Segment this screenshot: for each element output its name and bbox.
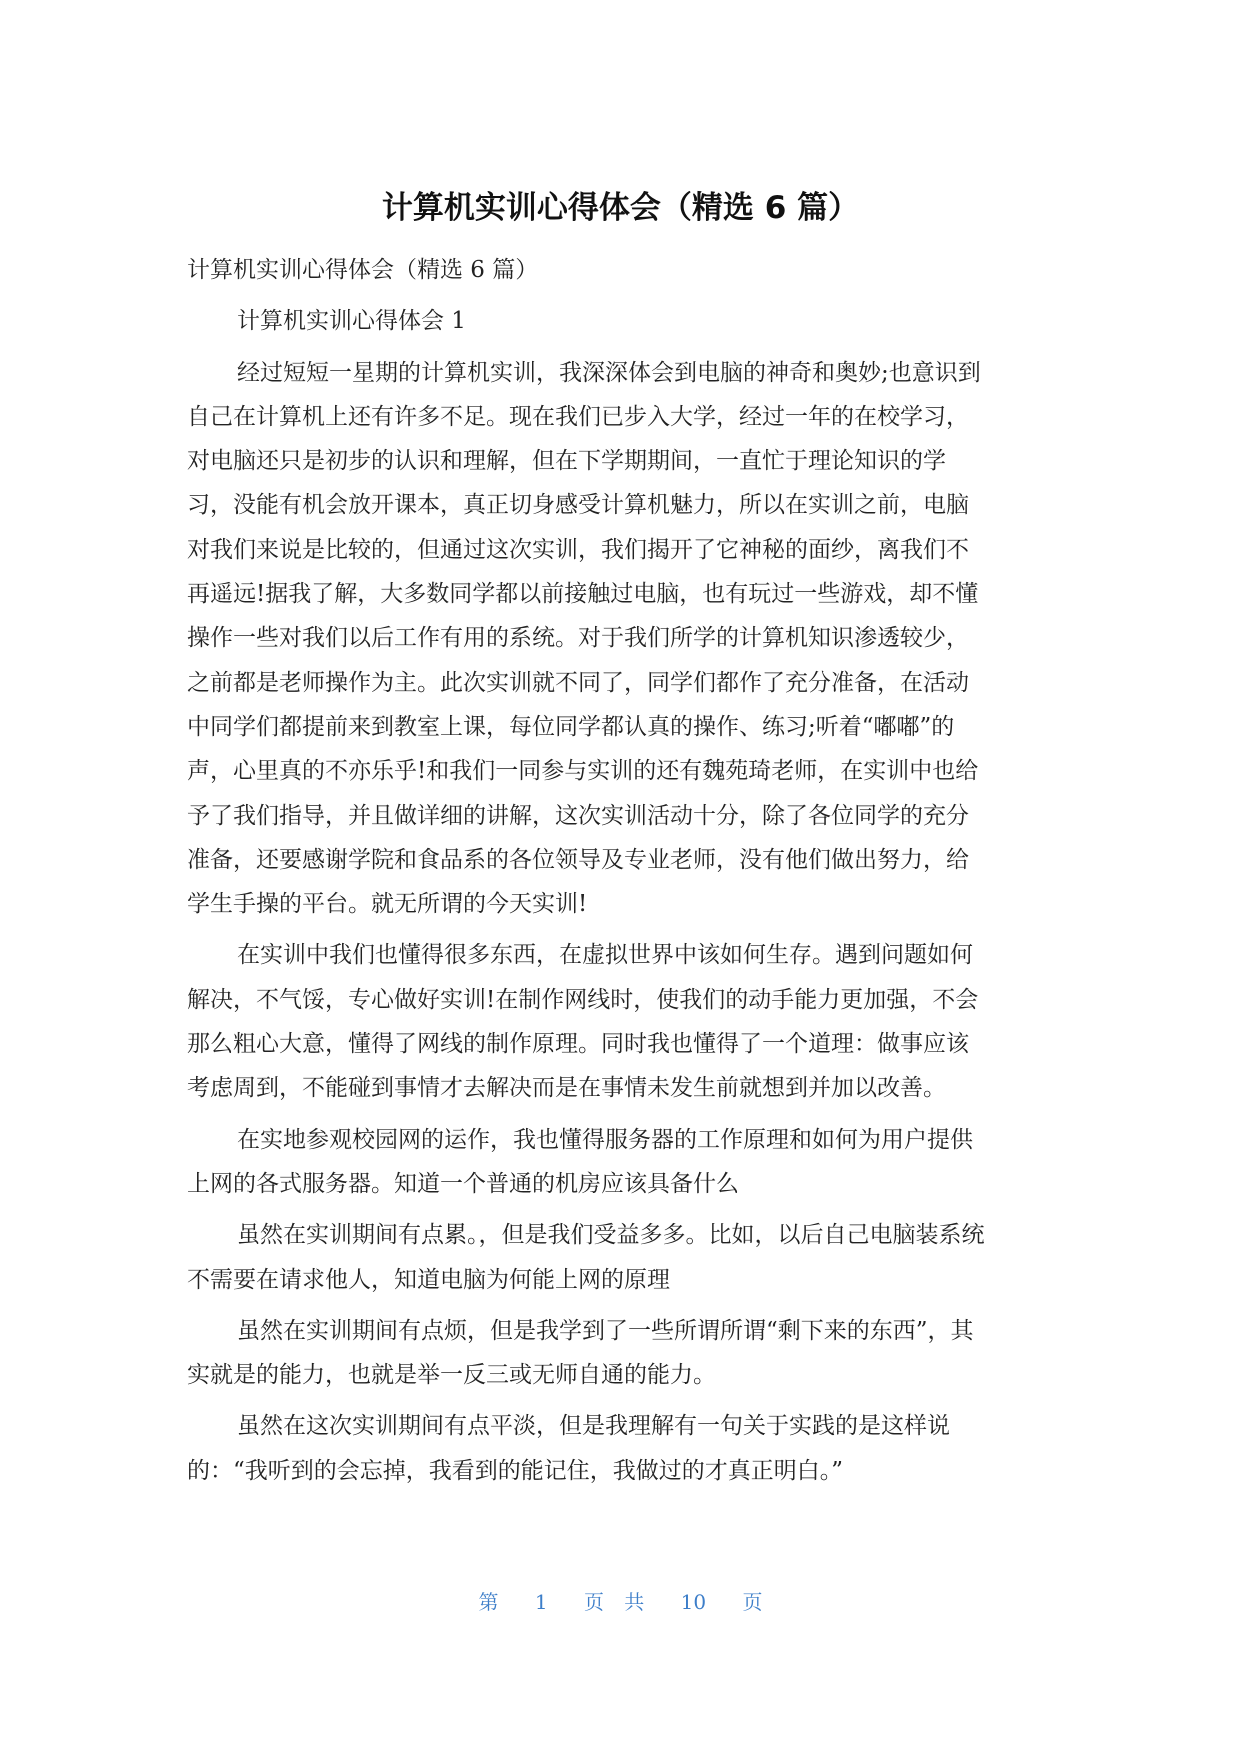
- paragraph-line: 不需要在请求他人，知道电脑为何能上网的原理: [187, 1266, 670, 1293]
- paragraph-line: 的：“我听到的会忘掉，我看到的能记住，我做过的才真正明白。”: [187, 1457, 844, 1484]
- page-number-footer: [0, 1588, 1241, 1616]
- paragraph-line: 中同学们都提前来到教室上课，每位同学都认真的操作、练习;听着“嘟嘟”的: [187, 713, 955, 740]
- paragraph-line: 经过短短一星期的计算机实训，我深深体会到电脑的神奇和奥妙;也意识到: [237, 359, 981, 386]
- paragraph-line: 对电脑还只是初步的认识和理解，但在下学期期间，一直忙于理论知识的学: [187, 448, 946, 475]
- footer-label-page: 第: [478, 1590, 499, 1614]
- paragraph-line: 解决，不气馁，专心做好实训!在制作网线时，使我们的动手能力更加强，不会: [187, 986, 979, 1013]
- document-body: [187, 248, 1047, 1493]
- paragraph-line: 虽然在这次实训期间有点平淡，但是我理解有一句关于实践的是这样说: [237, 1413, 950, 1440]
- footer-current-page: 1: [534, 1590, 548, 1614]
- footer-label-pages: 页: [742, 1590, 763, 1614]
- paragraph-line: 虽然在实训期间有点累。，但是我们受益多多。比如，以后自己电脑装系统: [237, 1222, 985, 1249]
- paragraph-line: 在实训中我们也懂得很多东西，在虚拟世界中该如何生存。遇到问题如何: [237, 942, 973, 969]
- paragraph-line: 再遥远!据我了解，大多数同学都以前接触过电脑，也有玩过一些游戏，却不懂: [187, 581, 979, 608]
- paragraph-line: 之前都是老师操作为主。此次实训就不同了，同学们都作了充分准备，在活动: [187, 669, 969, 696]
- paragraph-line: 予了我们指导，并且做详细的讲解，这次实训活动十分，除了各位同学的充分: [187, 802, 969, 829]
- paragraph-line: 准备，还要感谢学院和食品系的各位领导及专业老师，没有他们做出努力，给: [187, 846, 969, 873]
- paragraph-line: 考虑周到，不能碰到事情才去解决而是在事情未发生前就想到并加以改善。: [187, 1075, 946, 1102]
- footer-label-of: 页 共: [583, 1590, 645, 1614]
- paragraph-line: 声，心里真的不亦乐乎!和我们一同参与实训的还有魏苑琦老师，在实训中也给: [187, 758, 979, 785]
- paragraph-line: 虽然在实训期间有点烦，但是我学到了一些所谓所谓“剩下来的东西”，其: [237, 1317, 974, 1344]
- paragraph-line: 学生手操的平台。就无所谓的今天实训!: [187, 891, 588, 918]
- paragraph-line: 在实地参观校园网的运作，我也懂得服务器的工作原理和如何为用户提供: [237, 1126, 973, 1153]
- paragraph-line: 上网的各式服务器。知道一个普通的机房应该具备什么: [187, 1170, 739, 1197]
- paragraph-line: 自己在计算机上还有许多不足。现在我们已步入大学，经过一年的在校学习，: [187, 403, 969, 430]
- paragraph-line: 对我们来说是比较的，但通过这次实训，我们揭开了它神秘的面纱，离我们不: [187, 536, 969, 563]
- document-subtitle: 计算机实训心得体会（精选 6 篇）: [187, 257, 539, 283]
- section-heading: 计算机实训心得体会 1: [237, 308, 466, 335]
- paragraph-line: 那么粗心大意，懂得了网线的制作原理。同时我也懂得了一个道理：做事应该: [187, 1031, 969, 1058]
- paragraph-line: 习，没能有机会放开课本，真正切身感受计算机魅力，所以在实训之前，电脑: [187, 492, 969, 519]
- paragraph-line: 操作一些对我们以后工作有用的系统。对于我们所学的计算机知识渗透较少，: [187, 625, 969, 652]
- footer-total-pages: 10: [680, 1590, 707, 1614]
- paragraph-line: 实就是的能力，也就是举一反三或无师自通的能力。: [187, 1362, 716, 1389]
- document-title: 计算机实训心得体会（精选 6 篇）: [381, 190, 860, 226]
